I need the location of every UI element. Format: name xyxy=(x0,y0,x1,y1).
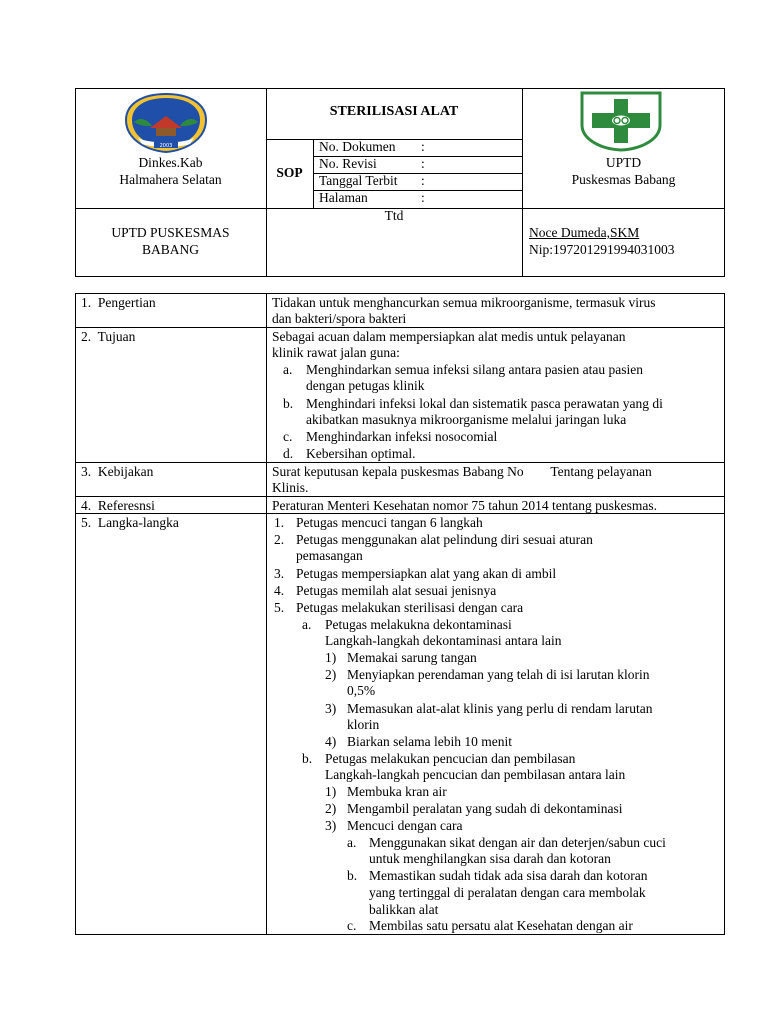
substep-a-subtitle: Langkah-langkah dekontaminasi antara lain xyxy=(325,633,562,648)
tujuan-item-a-line1: Menghindarkan semua infeksi silang antara pasien atau pasien xyxy=(306,362,644,377)
org-right-line1: UPTD xyxy=(605,155,642,170)
step-marker: 2. xyxy=(274,532,285,547)
referensi-line1: Peraturan Menteri Kesehatan nomor 75 tahun 2014 tentang puskesmas. xyxy=(272,498,658,513)
substep-a-item-2-line1: Menyiapkan perendaman yang telah di isi larutan klorin xyxy=(347,667,650,682)
wash-item-b-line1: Memastikan sudah tidak ada sisa darah dan kotoran xyxy=(369,868,648,883)
substep-a-marker: 2) xyxy=(325,667,337,682)
wash-item-b-line2: yang tertinggal di peralatan dengan cara membolak xyxy=(369,885,646,900)
substep-a-marker: 4) xyxy=(325,734,337,749)
wash-item-a-line1: Menggunakan sikat dengan air dan deterjen/sabun cuci xyxy=(369,835,666,850)
substep-b-item-3: Mencuci dengan cara xyxy=(347,818,463,833)
pengertian-text-line2: dan bakteri/spora bakteri xyxy=(272,311,407,326)
substep-b-marker: 1) xyxy=(325,784,337,799)
substep-b-subtitle: Langkah-langkah pencucian dan pembilasan antara lain xyxy=(325,767,626,782)
substep-b-marker: 3) xyxy=(325,818,337,833)
substep-marker: a. xyxy=(302,617,312,632)
content-column-divider xyxy=(266,293,267,935)
wash-marker: b. xyxy=(347,868,358,883)
substep-a-item-4: Biarkan selama lebih 10 menit xyxy=(347,734,512,749)
wash-item-b-line3: balikkan alat xyxy=(369,902,439,917)
substep-b-item-1: Membuka kran air xyxy=(347,784,447,799)
step-4: Petugas memilah alat sesuai jenisnya xyxy=(296,583,497,598)
label-tujuan: 2. Tujuan xyxy=(81,329,136,344)
meta-field-halaman xyxy=(319,190,519,207)
substep-a-item-2-line2: 0,5% xyxy=(347,683,376,698)
label-kebijakan: 3. Kebijakan xyxy=(81,464,154,479)
substep-a-item-3-line2: klorin xyxy=(347,717,380,732)
org-left-line2: Halmahera Selatan xyxy=(119,172,222,187)
substep-a-title: Petugas melakukna dekontaminasi xyxy=(325,617,512,632)
substep-marker: b. xyxy=(302,751,313,766)
pengertian-text-line1: Tidakan untuk menghancurkan semua mikroorganisme, termasuk virus xyxy=(272,295,656,310)
tujuan-intro-line1: Sebagai acuan dalam mempersiapkan alat medis untuk pelayanan xyxy=(272,329,626,344)
substep-a-marker: 1) xyxy=(325,650,337,665)
label-referensi: 4. Referesnsi xyxy=(81,498,155,513)
logo-year-text: 2003 xyxy=(159,143,173,149)
tujuan-item-marker: d. xyxy=(283,446,294,461)
substep-b-item-2: Mengambil peralatan yang sudah di dekontaminasi xyxy=(347,801,623,816)
signer-name: Noce Dumeda,SKM xyxy=(529,225,640,240)
district-logo xyxy=(120,92,212,154)
signature-ttd: Ttd xyxy=(384,208,404,223)
tujuan-item-marker: c. xyxy=(283,429,293,444)
document-title: STERILISASI ALAT xyxy=(329,104,459,119)
meta-separator: : xyxy=(421,190,425,205)
wash-item-c-line1: Membilas satu persatu alat Kesehatan dengan air xyxy=(369,918,633,933)
label-langkah: 5. Langka-langka xyxy=(81,515,179,530)
tujuan-item-marker: b. xyxy=(283,396,294,411)
meta-label: No. Dokumen xyxy=(319,139,396,154)
step-2-line1: Petugas menggunakan alat pelindung diri sesuai aturan xyxy=(296,532,593,547)
substep-a-marker: 3) xyxy=(325,701,337,716)
meta-field-no-dokumen xyxy=(319,139,519,156)
meta-separator: : xyxy=(421,173,425,188)
wash-marker: c. xyxy=(347,918,357,933)
tujuan-item-b-line2: akibatkan masuknya mikroorganisme melalui jaringan luka xyxy=(306,412,627,427)
step-marker: 1. xyxy=(274,515,285,530)
signer-nip: Nip:197201291994031003 xyxy=(529,242,675,257)
tujuan-intro-line2: klinik rawat jalan guna: xyxy=(272,345,400,360)
substep-a-item-3-line1: Memasukan alat-alat klinis yang perlu di rendam larutan xyxy=(347,701,653,716)
unit-line1: UPTD PUSKESMAS xyxy=(111,225,230,240)
substep-a-item-1: Memakai sarung tangan xyxy=(347,650,477,665)
meta-label: No. Revisi xyxy=(319,156,377,171)
meta-field-no-revisi xyxy=(319,156,519,173)
kebijakan-line1: Surat keputusan kepala puskesmas Babang No Tentang pelayanan xyxy=(272,464,652,479)
meta-field-tanggal-terbit xyxy=(319,173,519,190)
tujuan-item-d: Kebersihan optimal. xyxy=(306,446,416,461)
tujuan-item-b-line1: Menghindari infeksi lokal dan sistematik pasca perawatan yang di xyxy=(306,396,663,411)
wash-marker: a. xyxy=(347,835,357,850)
unit-line2: BABANG xyxy=(141,242,199,257)
sop-label: SOP xyxy=(276,165,303,180)
wash-item-a-line2: untuk menghilangkan sisa darah dan kotoran xyxy=(369,851,611,866)
step-marker: 5. xyxy=(274,600,285,615)
org-right-line2: Puskesmas Babang xyxy=(571,172,676,187)
meta-label: Halaman xyxy=(319,190,368,205)
step-3: Petugas mempersiapkan alat yang akan di ambil xyxy=(296,566,557,581)
meta-separator: : xyxy=(421,156,425,171)
step-marker: 4. xyxy=(274,583,285,598)
substep-b-title: Petugas melakukan pencucian dan pembilasan xyxy=(325,751,576,766)
step-1: Petugas mencuci tangan 6 langkah xyxy=(296,515,483,530)
step-marker: 3. xyxy=(274,566,285,581)
tujuan-item-marker: a. xyxy=(283,362,293,377)
org-left-line1: Dinkes.Kab xyxy=(138,155,203,170)
tujuan-item-c: Menghindarkan infeksi nosocomial xyxy=(306,429,498,444)
label-pengertian: 1. Pengertian xyxy=(81,295,156,310)
meta-separator: : xyxy=(421,139,425,154)
tujuan-item-a-line2: dengan petugas klinik xyxy=(306,378,425,393)
substep-b-marker: 2) xyxy=(325,801,337,816)
puskesmas-logo xyxy=(578,91,664,152)
step-2-line2: pemasangan xyxy=(296,548,363,563)
step-5: Petugas melakukan sterilisasi dengan cara xyxy=(296,600,524,615)
kebijakan-line2: Klinis. xyxy=(272,480,309,495)
meta-label: Tanggal Terbit xyxy=(319,173,398,188)
